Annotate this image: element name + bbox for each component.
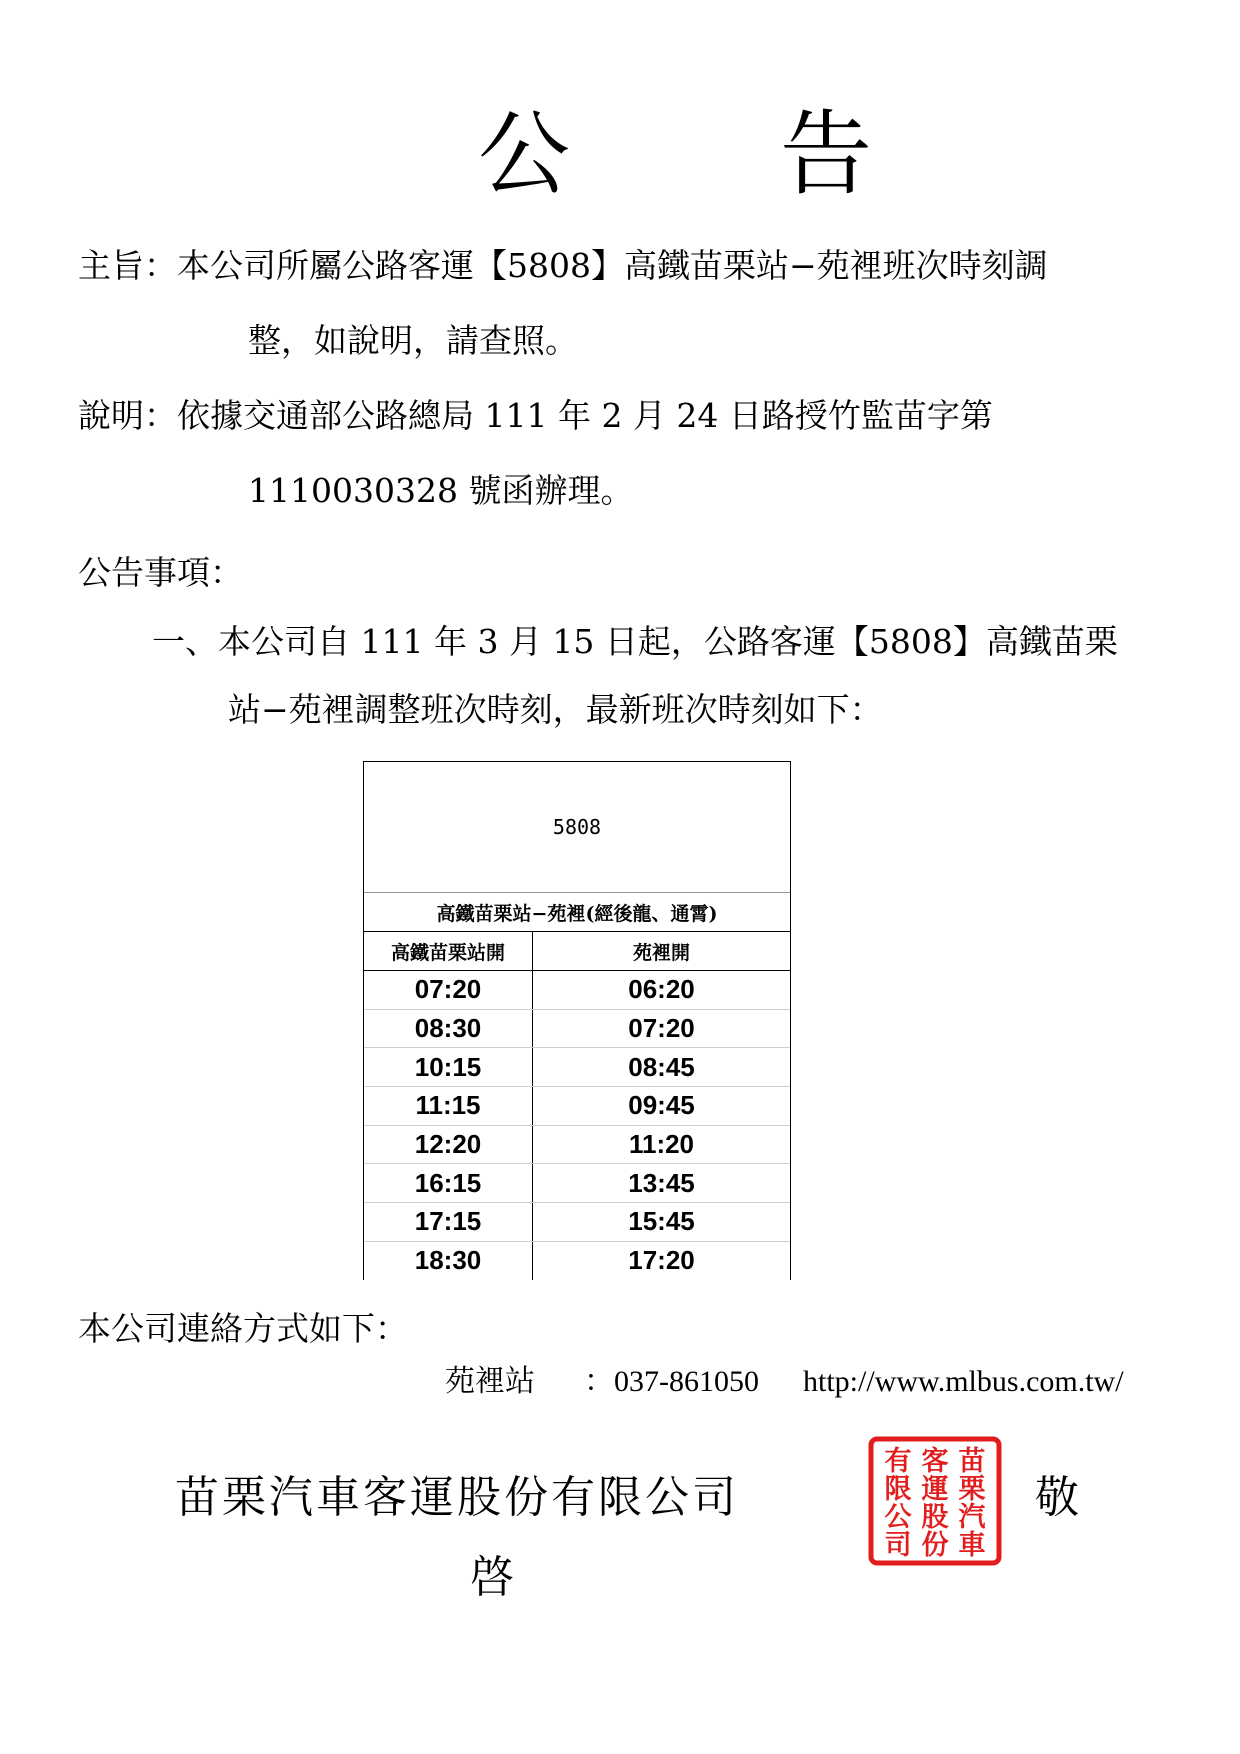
contact-heading: 本公司連絡方式如下：: [78, 1309, 408, 1348]
contact-phone: ：037-861050: [584, 1365, 759, 1398]
svg-text:客: 客: [921, 1446, 949, 1477]
contact-line: [0, 1360, 1240, 1404]
schedule-row: [364, 1126, 790, 1165]
notice-item-1-line-1: 一、本公司自 111 年 3 月 15 日起，公路客運【5808】高鐵苗栗: [152, 622, 1118, 661]
svg-text:運: 運: [921, 1474, 949, 1505]
company-name: 苗栗汽車客運股份有限公司: [175, 1472, 739, 1523]
schedule-row: [364, 971, 790, 1010]
departure-time-yuanli: 09:45: [628, 1090, 695, 1121]
schedule-row: [364, 1087, 790, 1126]
svg-text:車: 車: [958, 1530, 986, 1561]
svg-text:公: 公: [884, 1502, 912, 1533]
notice-item-1-line-2: 站−苑裡調整班次時刻，最新班次時刻如下：: [228, 690, 883, 729]
departure-time-hsr: 16:15: [364, 1164, 533, 1202]
svg-text:有: 有: [884, 1446, 912, 1477]
column-header-departure-hsr: 高鐵苗栗站開: [364, 932, 533, 970]
departure-time-hsr: 11:15: [364, 1087, 533, 1125]
route-number: 5808: [364, 762, 790, 893]
departure-time-hsr: 10:15: [364, 1048, 533, 1086]
route-name: 高鐵苗栗站−苑裡(經後龍、通霄): [364, 893, 790, 932]
explanation-line-1: 說明：依據交通部公路總局 111 年 2 月 24 日路授竹監苗字第: [78, 396, 993, 435]
title-char-1: 公: [478, 101, 571, 208]
departure-time-hsr: 08:30: [364, 1010, 533, 1048]
schedule-row: [364, 1242, 790, 1280]
schedule-body: [364, 971, 790, 1280]
signature-announce: 啓: [470, 1552, 514, 1603]
svg-text:栗: 栗: [958, 1474, 986, 1505]
contact-url[interactable]: http://www.mlbus.com.tw/: [803, 1365, 1124, 1398]
svg-text:汽: 汽: [958, 1502, 986, 1533]
schedule-row: [364, 1048, 790, 1087]
schedule-row: [364, 1010, 790, 1049]
column-header-departure-yuanli: 苑裡開: [632, 941, 690, 964]
schedule-header-row: [364, 932, 790, 971]
svg-text:股: 股: [921, 1502, 949, 1533]
svg-text:苗: 苗: [958, 1446, 986, 1477]
subject-line-1: 主旨：本公司所屬公路客運【5808】高鐵苗栗站−苑裡班次時刻調: [78, 246, 1048, 285]
schedule-table: [363, 761, 791, 1280]
seal-graphic: [868, 1436, 1002, 1566]
svg-text:份: 份: [921, 1530, 949, 1561]
departure-time-yuanli: 13:45: [628, 1167, 695, 1198]
svg-text:司: 司: [884, 1530, 912, 1561]
company-seal-stamp: [868, 1436, 1002, 1566]
departure-time-yuanli: 08:45: [628, 1051, 695, 1082]
departure-time-hsr: 17:15: [364, 1203, 533, 1241]
signature-respect: 敬: [1035, 1472, 1079, 1523]
departure-time-yuanli: 11:20: [628, 1129, 695, 1160]
departure-time-yuanli: 06:20: [628, 974, 695, 1005]
document-title: [0, 100, 1240, 220]
schedule-row: [364, 1203, 790, 1242]
title-char-2: 告: [780, 101, 873, 208]
departure-time-hsr: 12:20: [364, 1126, 533, 1164]
notice-heading: 公告事項：: [78, 553, 243, 592]
explanation-line-2: 1110030328 號函辦理。: [248, 471, 634, 510]
departure-time-hsr: 18:30: [364, 1242, 533, 1280]
svg-text:限: 限: [884, 1474, 912, 1505]
departure-time-yuanli: 17:20: [628, 1245, 695, 1276]
contact-station: 苑裡站: [445, 1364, 535, 1399]
departure-time-hsr: 07:20: [364, 971, 533, 1009]
subject-line-2: 整，如說明，請查照。: [248, 321, 578, 360]
departure-time-yuanli: 15:45: [628, 1206, 695, 1237]
schedule-row: [364, 1164, 790, 1203]
departure-time-yuanli: 07:20: [628, 1013, 695, 1044]
